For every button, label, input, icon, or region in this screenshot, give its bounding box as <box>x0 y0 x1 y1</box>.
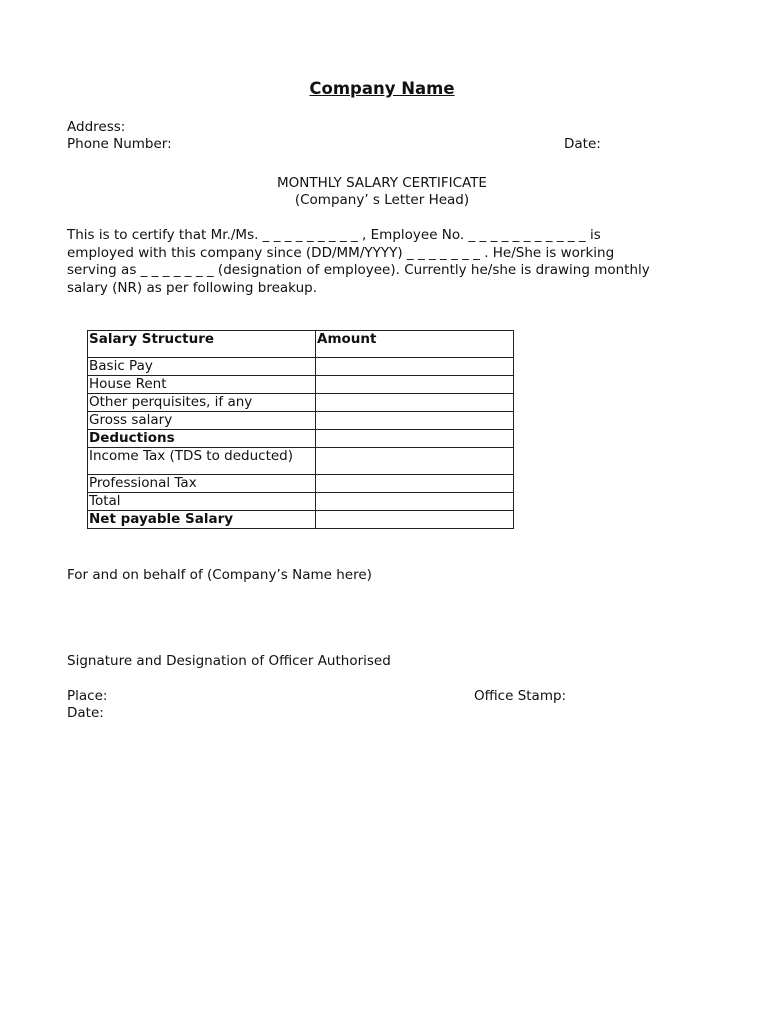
row-amount <box>316 430 514 448</box>
row-label: Net payable Salary <box>88 511 316 529</box>
salary-table <box>87 330 514 529</box>
row-amount <box>316 448 514 475</box>
row-label: Basic Pay <box>88 358 316 376</box>
table-row <box>88 511 514 529</box>
phone-number-label: Phone Number: <box>67 136 172 152</box>
row-amount <box>316 412 514 430</box>
table-row <box>88 493 514 511</box>
row-amount <box>316 493 514 511</box>
date-label: Date: <box>564 136 601 152</box>
row-amount <box>316 511 514 529</box>
header-amount: Amount <box>316 331 514 358</box>
table-row <box>88 412 514 430</box>
header-salary-structure: Salary Structure <box>88 331 316 358</box>
paragraph-line: serving as _ _ _ _ _ _ _ (designation of employee). Currently he/she is drawing monthly <box>67 262 650 278</box>
row-label: Total <box>88 493 316 511</box>
table-row <box>88 475 514 493</box>
table-row <box>88 448 514 475</box>
office-stamp-label: Office Stamp: <box>474 688 567 704</box>
certificate-subtitle: (Company’ s Letter Head) <box>294 192 470 208</box>
table-row <box>88 394 514 412</box>
row-label: House Rent <box>88 376 316 394</box>
row-label: Income Tax (TDS to deducted) <box>88 448 316 475</box>
table-row <box>88 430 514 448</box>
certification-paragraph <box>67 227 707 297</box>
paragraph-line: This is to certify that Mr./Ms. _ _ _ _ _ _ _ _ _ , Employee No. _ _ _ _ _ _ _ _ _ _ _ is <box>67 227 601 243</box>
paragraph-line: employed with this company since (DD/MM/YYYY) _ _ _ _ _ _ _ . He/She is working <box>67 244 615 261</box>
address-label: Address: <box>67 119 126 135</box>
row-amount <box>316 475 514 493</box>
row-label: Professional Tax <box>88 475 316 493</box>
row-amount <box>316 394 514 412</box>
place-label: Place: <box>67 688 108 704</box>
on-behalf-text: For and on behalf of (Company’s Name here) <box>67 567 372 583</box>
table-row <box>88 376 514 394</box>
certificate-title: MONTHLY SALARY CERTIFICATE <box>277 175 487 191</box>
table-row <box>88 358 514 376</box>
row-label: Other perquisites, if any <box>88 394 316 412</box>
row-amount <box>316 358 514 376</box>
footer-date-label: Date: <box>67 705 104 721</box>
row-label: Deductions <box>88 430 316 448</box>
row-label: Gross salary <box>88 412 316 430</box>
signature-line: Signature and Designation of Officer Authorised <box>67 653 391 669</box>
row-amount <box>316 376 514 394</box>
company-name: Company Name <box>309 79 455 98</box>
paragraph-line: salary (NR) as per following breakup. <box>67 279 317 296</box>
table-header-row <box>88 331 514 358</box>
